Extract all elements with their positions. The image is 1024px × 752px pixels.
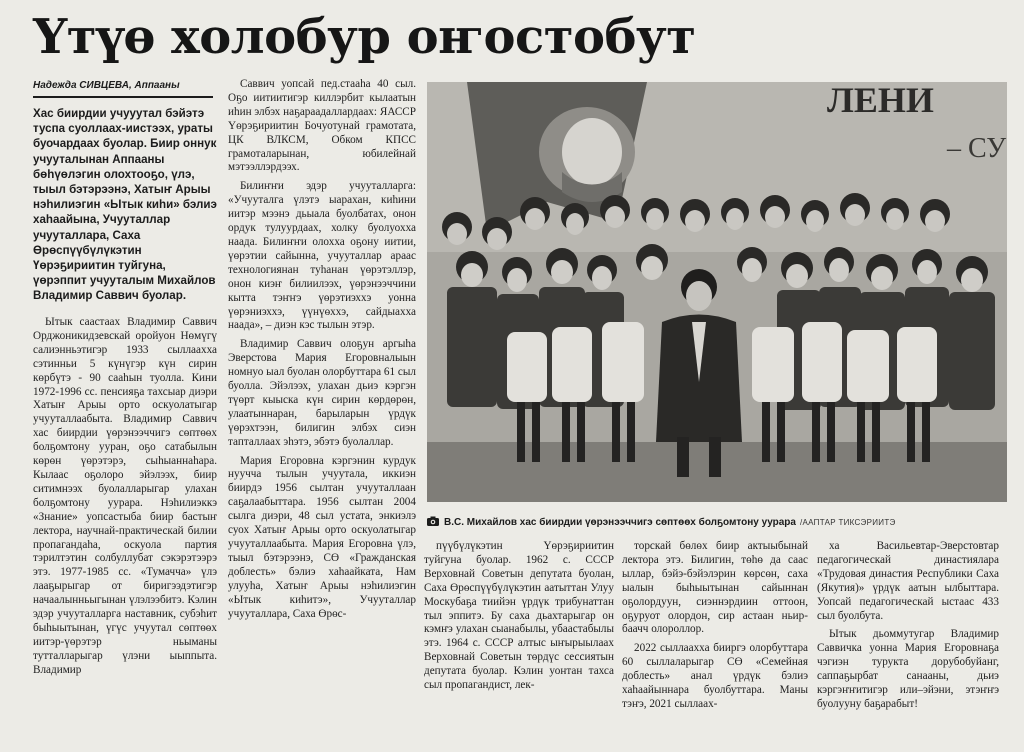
- body-paragraph: пүүбүлүкэтин Үөрэҕириитин туйгуна буолар. 1962 с. СССР Верховнай Советын депутата буолан, Саха Өрөспүүбүлүкэтин аатыттан Улуу Москубаҕа тиийэн үрдүк трибунаттан тыл эппитэ. Бу саха дьахтарыгар он кэмҥэ улахан сыанабылы, убаастабылы этэ. 1964 с. СССР алтыс ыҥырыылаах Верховнай Советын төрдүс сессиятын депутата буолар. Кэлин уонтан тахса сыл пропагандист, лек-: [424, 540, 614, 692]
- body-paragraph: Мария Егоровна кэргэнин курдук нуучча тылын учуутала, иккиэн биирдэ 1956 сылтан учууталлаан саҕалаабыттара. 1956 сылтан 2004 сылга диэри, 48 сыл устата, энкиэлэ суох Хатыҥ Арыы орто оскуолатыгар учууталлаабыта. Мария Егоровна үлэ, тыыл бэтэрээнэ, СӨ «Гражданская доблесть» бэлиэ хаһаайката, Нам улууһа, Хатыҥ Арыы нэһилиэгин «Ытык киһитэ», Учууталлар учууталлара, Саха Өрөс-: [228, 454, 416, 620]
- body-paragraph: Билиҥҥи эдэр учууталларга: «Учууталга үлэтэ ыарахан, киһини иитэр мээнэ дьыала буолбатах, онон ордук тулуурдаах, холку буолуохха наада. Билиҥҥи олохха оҕону иитии, үөрэтии сайынна, учууталлар араас технологиянан туһанан үөрэтэллэр, онон киэҥ билиилээх, үөрэнээччини кытта тэҥҥэ үөрэтиэххэ уонна үөрэниэххэ, үүнүөххэ, сайдыахха наада», – диэн кэс тылын этэр.: [228, 180, 416, 332]
- text-column-4: [622, 540, 808, 712]
- photo-credit: /ААПТАР ТИКСЭРИИТЭ: [799, 518, 896, 527]
- banner-text: ЛЕНИ: [827, 82, 934, 120]
- class-group-photo: [427, 82, 1007, 502]
- text-column-5: [817, 540, 999, 712]
- byline-rule: [33, 96, 213, 98]
- text-column-2: [228, 78, 416, 621]
- body-paragraph: 2022 сыллаахха бииргэ олорбуттара 60 сыллаларыгар СӨ «Семейная доблесть» анал үрдүк бэлиэ хаһаайыннара буолбуттара. Маны тэҥэ, 2021 сыллаах-: [622, 642, 808, 710]
- article-headline: Үтүө холобур оҥостобут: [33, 9, 696, 65]
- byline: Надежда СИВЦЕВА, Аппааны: [33, 80, 180, 91]
- body-paragraph: Саввич уопсай пед.стааһа 40 сыл. Оҕо иитиитигэр киллэрбит кылаатын иһин элбэх наҕараадаллардаах: ЯАССР Үөрэҕириитин Бочуотунай грамотата, ЦК ВЛКСМ, Обком КПСС грамоталарынан, юбилейнай мэтээллэрдээх.: [228, 78, 416, 174]
- banner-text-2: – СУ: [947, 133, 1007, 164]
- body-paragraph: Ытык саастаах Владимир Саввич Орджоникидзевскай оройуон Нөмүгү салиэнньэтигэр 1933 сыллаахха сэтинньи 5 күнүгэр күн сирин көрбүтэ - 90 сааһын туолла. Кини 1972-1996 сс. пенсияҕа тахсыар диэри Хатыҥ Арыы орто оскуолатыгар учууталлаабыта. Владимир Саввич хас биирдии үөрэнээччигэ сөптөөх болҕомтону ууран, оҕо сатабылын көрөн үөрэтэрэ, сыһыаннаһара. Кылаас оҕолоро эйэлээх, биир ситимнээх буолалларыгар улахан болҕомтону уурара. Нэһилиэккэ «Знание» уопсастыба биир бастыҥ лектора, научнай-практическай билии пропагандаһа, оскуола партия тэрилтэтин солбуллубат сэкэрэтээрэ этэ. 1977-1985 сс. «Тумачча» үлэ лааҕырыгар от биригээдэтигэр начаалынньыгынан үлэлээбитэ. Кэлин эдэр учууталларга наставник, субэһит быһыытынан, үгүс учуутал сөптөөх иитэр-үөрэтэр ньыманы тутталларыгар үлэни ыыппыта. Владимир: [33, 316, 217, 676]
- article-lead: [33, 106, 217, 304]
- body-paragraph: Ытык дьоммутугар Владимир Саввичка уонна Мария Егоровнаҕа чэгиэн турукта дорубобуйанг, саппаҕырбат санааны, дьиэ кэргэҥҥитигэр или–эйэни, этэҥҥэ буолууну баҕарабыт!: [817, 628, 999, 710]
- camera-icon: [427, 516, 439, 526]
- photo-caption: [427, 516, 1007, 530]
- text-column-1: [33, 316, 217, 678]
- text-column-3: [424, 540, 614, 693]
- body-paragraph: торскай бөлөх биир актыыбынай лектора этэ. Билигин, төһө да саас ыллар, бэйэ-бэйэлэрин көрсөн, саха ыалын быһыытынан сайыннан оҕолордуун, сиэннэрдиин оттоон, оҕуруот олордон, сир астаан ньир-баачч олороллор.: [622, 540, 808, 636]
- photo-illustration: [427, 82, 1007, 502]
- body-paragraph: Владимир Саввич олоҕун аргыһа Эверстова Мария Егоровналыын номнуо ыал буолан олорбуттара 61 сыл буолла. Эйэлээх, улахан дьиэ кэргэн түөрт кыыска күн сирин көрдөрөн, улаатыннаран, барыларын үрдүк үөрэхтээн, билигин элбэх сиэн тапталлаах эһэтэ, эбэтэ буолаллар.: [228, 338, 416, 448]
- body-paragraph: ха Васильевтар-Эверстовтар педагогическай династиялара «Трудовая династия Республики Саха (Якутия)» үрдүк аатын ылбыттара. Уопсай педагогическай ыстаас 433 сыл буолбута.: [817, 540, 999, 622]
- caption-text: В.С. Михайлов хас биирдии үөрэнээччигэ сөптөөх болҕомтону уурара: [444, 517, 796, 528]
- lead-paragraph: Хас биирдии учууутал бэйэтэ туспа суоллаах-иистээх, ураты буочардаах буолар. Биир оннук учууталынан Аппааны бөһүөлэгин олохтооҕо, үлэ, тыыл бэтэрээнэ, Хатыҥ Арыы нэһилиэгин «Ытык киһи» бэлиэ хаһаайына, Учууталлар учууталлара, Саха Өрөспүүбүлүкэтин Үөрэҕириитин туйгуна, үөрэппит учууталым Михайлов Владимир Саввич буолар.: [33, 107, 217, 303]
